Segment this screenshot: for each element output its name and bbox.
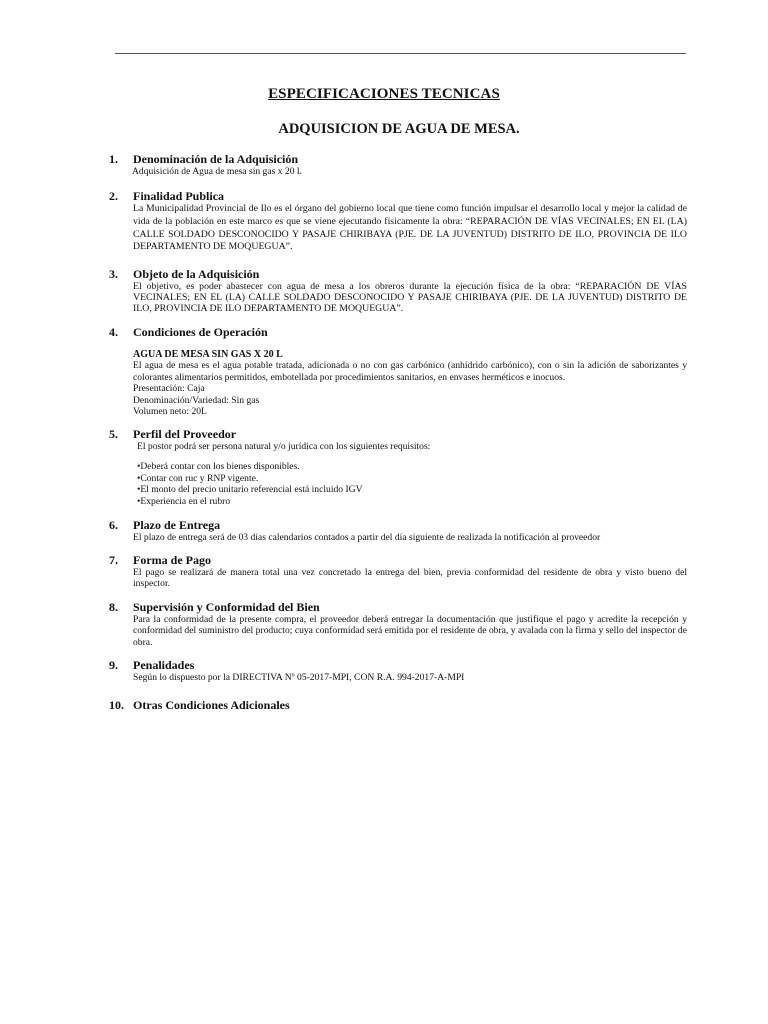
section-7	[109, 554, 687, 590]
requirements-intro: El postor podrá ser persona natural y/o jurídica con los siguientes requisitos:	[137, 441, 431, 452]
section-heading: Plazo de Entrega	[133, 518, 221, 532]
section-heading: Otras Condiciones Adicionales	[133, 698, 290, 712]
section-number: 7.	[109, 553, 118, 567]
section-2	[109, 190, 687, 254]
requirement-item: •Deberá contar con los bienes disponibles.	[137, 461, 300, 473]
product-description: El agua de mesa es el agua potable tratada, adicionada o no con gas carbónico (anhídrido carbónico), con o sin la adición de saborizantes y colorantes alimentarios permitidos, embotellada por procedimientos sanitarios, en envases herméticos e inocuos.	[133, 360, 687, 383]
section-heading: Denominación de la Adquisición	[133, 152, 299, 166]
section-number: 9.	[109, 658, 118, 672]
section-9	[109, 659, 687, 683]
section-5	[109, 428, 687, 507]
section-heading: Condiciones de Operación	[133, 325, 268, 339]
section-number: 10.	[109, 698, 124, 712]
section-body: La Municipalidad Provincial de Ilo es el órgano del gobierno local que tiene como función impulsar el desarrollo local y mejor la calidad de vida de la población en este marco es que se viene ejecutando físicamente la obra: “REPARACIÓN DE VÍAS VECINALES; EN EL (LA) CALLE SOLDADO DESCONOCIDO Y PASAJE CHIRIBAYA (PJE. DE LA JUVENTUD) DISTRITO DE ILO, PROVINCIA DE ILO DEPARTAMENTO DE MOQUEGUA”.	[133, 203, 687, 253]
variety-line: Denominación/Variedad: Sin gas	[133, 394, 260, 406]
requirement-item: •Experiencia en el rubro	[137, 495, 231, 507]
section-number: 3.	[109, 267, 118, 281]
section-body: Según lo dispuesto por la DIRECTIVA Nº 05-2017-MPI, CON R.A. 994-2017-A-MPI	[133, 672, 465, 683]
section-4	[109, 326, 687, 417]
section-body: Para la conformidad de la presente compra, el proveedor deberá entregar la documentación que justifique el pago y acredite la recepción y conformidad del suministro del producto; cuya conformidad será emitida por el residente de obra, y avalada con la firma y sello del inspector de obra.	[133, 614, 687, 648]
requirement-item: •El monto del precio unitario referencial está incluido IGV	[137, 484, 363, 496]
section-number: 8.	[109, 600, 118, 614]
volume-line: Volumen neto: 20L	[133, 406, 207, 418]
section-body: El plazo de entrega será de 03 días calendarios contados a partir del día siguiente de realizada la notificación al proveedor	[133, 532, 601, 543]
section-3	[109, 268, 687, 315]
section-number: 5.	[109, 427, 118, 441]
section-number: 4.	[109, 325, 118, 339]
section-number: 1.	[109, 152, 118, 166]
section-heading: Perfil del Proveedor	[133, 427, 237, 441]
section-body: El pago se realizará de manera total una vez concretado la entrega del bien, previa conformidad del residente de obra y visto bueno del inspector.	[133, 567, 687, 590]
presentation-line: Presentación: Caja	[133, 383, 205, 395]
section-heading: Penalidades	[133, 658, 195, 672]
section-heading: Finalidad Publica	[133, 189, 225, 203]
section-heading: Supervisión y Conformidad del Bien	[133, 600, 320, 614]
header-rule	[115, 53, 686, 54]
section-8	[109, 601, 687, 648]
document-title: ESPECIFICACIONES TECNICAS	[268, 86, 500, 102]
section-10	[109, 699, 687, 712]
product-subheading: AGUA DE MESA SIN GAS X 20 L	[133, 349, 283, 360]
section-6	[109, 519, 687, 543]
document-subtitle: ADQUISICION DE AGUA DE MESA.	[278, 121, 520, 137]
section-body: El objetivo, es poder abastecer con agua de mesa a los obreros durante la ejecución física de la obra: “REPARACIÓN DE VÍAS VECINALES; EN EL (LA) CALLE SOLDADO DESCONOCIDO Y PASAJE CHIRIBAYA (PJE. DE LA JUVENTUD) DISTRITO DE ILO, PROVINCIA DE ILO DEPARTAMENTO DE MOQUEGUA”.	[133, 281, 687, 315]
section-body: Adquisición de Agua de mesa sin gas x 20 l.	[132, 166, 302, 177]
section-number: 2.	[109, 189, 118, 203]
section-number: 6.	[109, 518, 118, 532]
requirement-item: •Contar con ruc y RNP vigente.	[137, 472, 259, 484]
section-heading: Forma de Pago	[133, 553, 211, 567]
section-heading: Objeto de la Adquisición	[133, 267, 260, 281]
section-1	[109, 153, 687, 177]
